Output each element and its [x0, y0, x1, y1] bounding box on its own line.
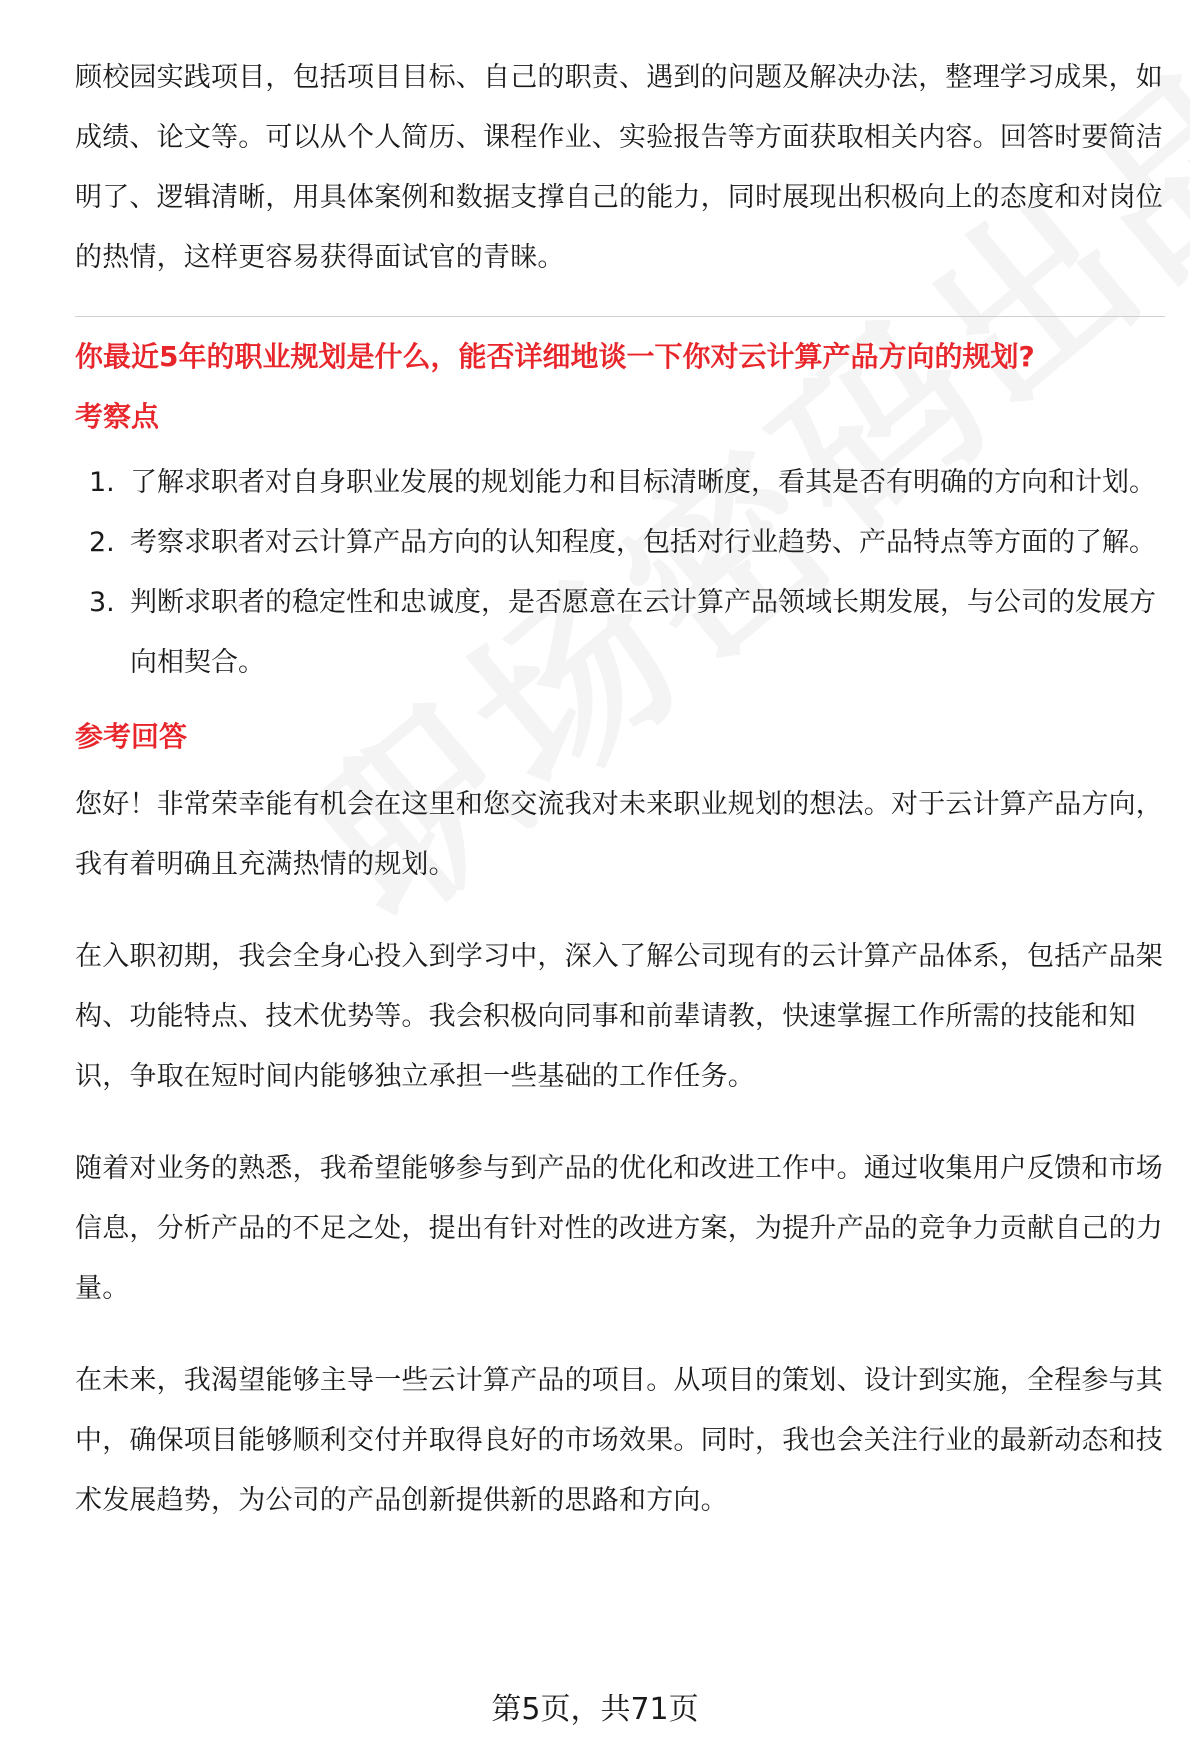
- answer-label: 参考回答: [75, 720, 188, 753]
- list-item-text: 了解求职者对自身职业发展的规划能力和目标清晰度，看其是否有明确的方向和计划。: [130, 467, 1156, 498]
- page-number: 第5页，共71页: [491, 1692, 699, 1727]
- list-item-number: 1.: [89, 467, 115, 498]
- list-item: [75, 453, 1165, 513]
- points-label: 考察点: [75, 400, 160, 433]
- list-item-text: 判断求职者的稳定性和忠诚度，是否愿意在云计算产品领域长期发展，与公司的发展方向相契合。: [130, 587, 1156, 678]
- answer-paragraph: 在入职初期，我会全身心投入到学习中，深入了解公司现有的云计算产品体系，包括产品架构、功能特点、技术优势等。我会积极向同事和前辈请教，快速掌握工作所需的技能和知识，争取在短时间内能够独立承担一些基础的工作任务。: [75, 941, 1163, 1092]
- answer-paragraph: 随着对业务的熟悉，我希望能够参与到产品的优化和改进工作中。通过收集用户反馈和市场信息，分析产品的不足之处，提出有针对性的改进方案，为提升产品的竞争力贡献自己的力量。: [75, 1153, 1163, 1304]
- list-item-number: 2.: [89, 527, 115, 558]
- list-item: [75, 513, 1165, 573]
- list-item: [75, 573, 1165, 693]
- question-heading: 你最近5年的职业规划是什么，能否详细地谈一下你对云计算产品方向的规划?: [75, 340, 1035, 373]
- answer-paragraph: 在未来，我渴望能够主导一些云计算产品的项目。从项目的策划、设计到实施，全程参与其中，确保项目能够顺利交付并取得良好的市场效果。同时，我也会关注行业的最新动态和技术发展趋势，为公司的产品创新提供新的思路和方向。: [75, 1365, 1163, 1516]
- points-list: [75, 453, 1165, 693]
- list-item-text: 考察求职者对云计算产品方向的认知程度，包括对行业趋势、产品特点等方面的了解。: [130, 527, 1156, 558]
- intro-paragraph: 顾校园实践项目，包括项目目标、自己的职责、遇到的问题及解决办法，整理学习成果，如成绩、论文等。可以从个人简历、课程作业、实验报告等方面获取相关内容。回答时要简洁明了、逻辑清晰，用具体案例和数据支撑自己的能力，同时展现出积极向上的态度和对岗位的热情，这样更容易获得面试官的青睐。: [75, 62, 1163, 273]
- answer-paragraph: 您好！非常荣幸能有机会在这里和您交流我对未来职业规划的想法。对于云计算产品方向，我有着明确且充满热情的规划。: [75, 789, 1163, 880]
- list-item-number: 3.: [89, 587, 115, 618]
- document-page: [75, 48, 1165, 1531]
- section-divider: [75, 316, 1165, 317]
